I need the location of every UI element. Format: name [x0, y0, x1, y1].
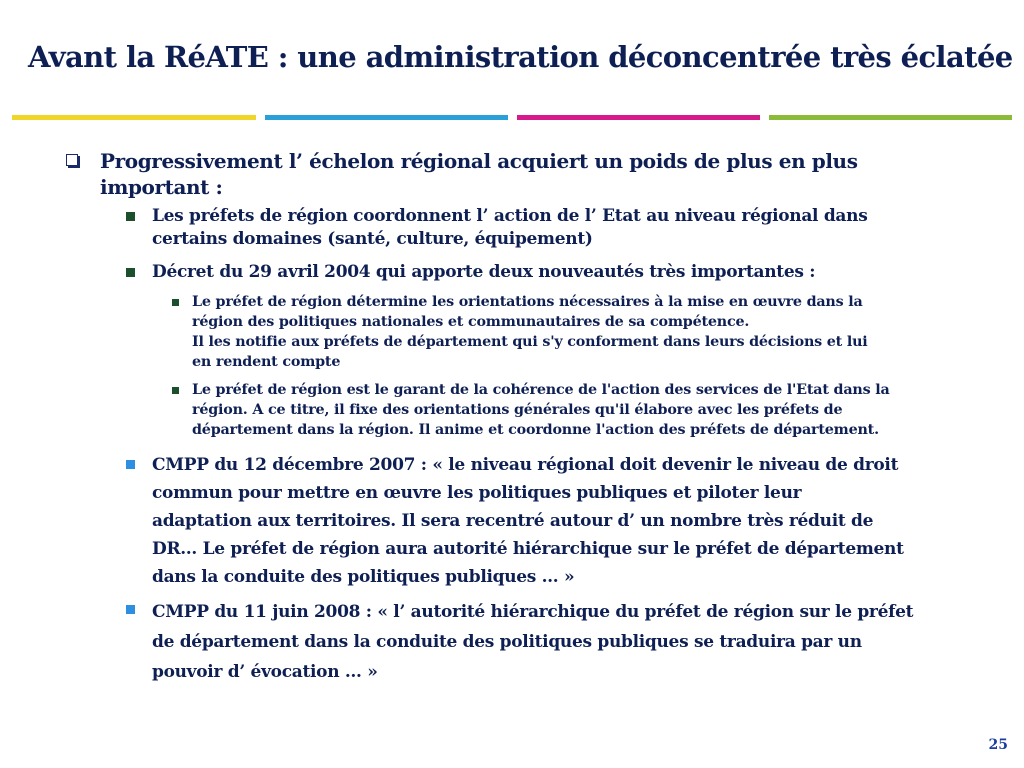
text-line: en rendent compte — [192, 354, 341, 370]
text-line: région des politiques nationales et communautaires de sa compétence. — [192, 314, 750, 330]
text-line: Le préfet de région est le garant de la cohérence de l'action des services de l'Etat dans la — [192, 382, 890, 398]
bullet-sub-1 — [152, 205, 1002, 251]
divider-blue — [265, 115, 508, 120]
divider-yellow — [12, 115, 256, 120]
bullet-sub-2b — [192, 380, 1012, 440]
checkbox-bullet-icon — [66, 154, 78, 166]
text-line: CMPP du 11 juin 2008 : « l’ autorité hiérarchique du préfet de région sur le préfet — [152, 602, 914, 622]
text-line: pouvoir d’ évocation … » — [152, 662, 378, 682]
text-line: important : — [100, 175, 223, 199]
text-line: Les préfets de région coordonnent l’ action de l’ Etat au niveau régional dans — [152, 206, 868, 226]
bullet-sub-3 — [152, 451, 1012, 591]
text-line: certains domaines (santé, culture, équipement) — [152, 229, 593, 249]
square-bullet-icon — [126, 268, 135, 277]
text-line: CMPP du 12 décembre 2007 : « le niveau régional doit devenir le niveau de droit — [152, 455, 899, 475]
text-line: Le préfet de région détermine les orientations nécessaires à la mise en œuvre dans la — [192, 294, 863, 310]
text-line: Décret du 29 avril 2004 qui apporte deux nouveautés très importantes : — [152, 262, 816, 282]
text-line: région. A ce titre, il fixe des orientations générales qu'il élabore avec les préfets de — [192, 402, 843, 418]
slide-title: Avant la RéATE : une administration déconcentrée très éclatée — [28, 40, 1013, 74]
text-line: Il les notifie aux préfets de département qui s'y conforment dans leurs décisions et lui — [192, 334, 868, 350]
text-line: dans la conduite des politiques publiques … » — [152, 567, 575, 587]
square-bullet-icon — [126, 460, 135, 469]
text-line: département dans la région. Il anime et coordonne l'action des préfets de département. — [192, 422, 879, 438]
square-bullet-icon — [126, 212, 135, 221]
square-bullet-icon — [172, 299, 179, 306]
text-line: DR… Le préfet de région aura autorité hiérarchique sur le préfet de département — [152, 539, 904, 559]
divider-magenta — [517, 115, 760, 120]
bullet-main — [100, 148, 980, 200]
bullet-sub-2a — [192, 292, 1012, 372]
text-line: Progressivement l’ échelon régional acquiert un poids de plus en plus — [100, 149, 858, 173]
square-bullet-icon — [126, 605, 135, 614]
text-line: adaptation aux territoires. Il sera recentré autour d’ un nombre très réduit de — [152, 511, 874, 531]
page-number: 25 — [988, 737, 1008, 753]
divider-green — [769, 115, 1012, 120]
text-line: commun pour mettre en œuvre les politiques publiques et piloter leur — [152, 483, 802, 503]
color-divider — [12, 115, 1012, 120]
bullet-sub-4 — [152, 597, 1012, 687]
bullet-sub-2 — [152, 261, 1002, 284]
text-line: de département dans la conduite des politiques publiques se traduira par un — [152, 632, 862, 652]
square-bullet-icon — [172, 387, 179, 394]
